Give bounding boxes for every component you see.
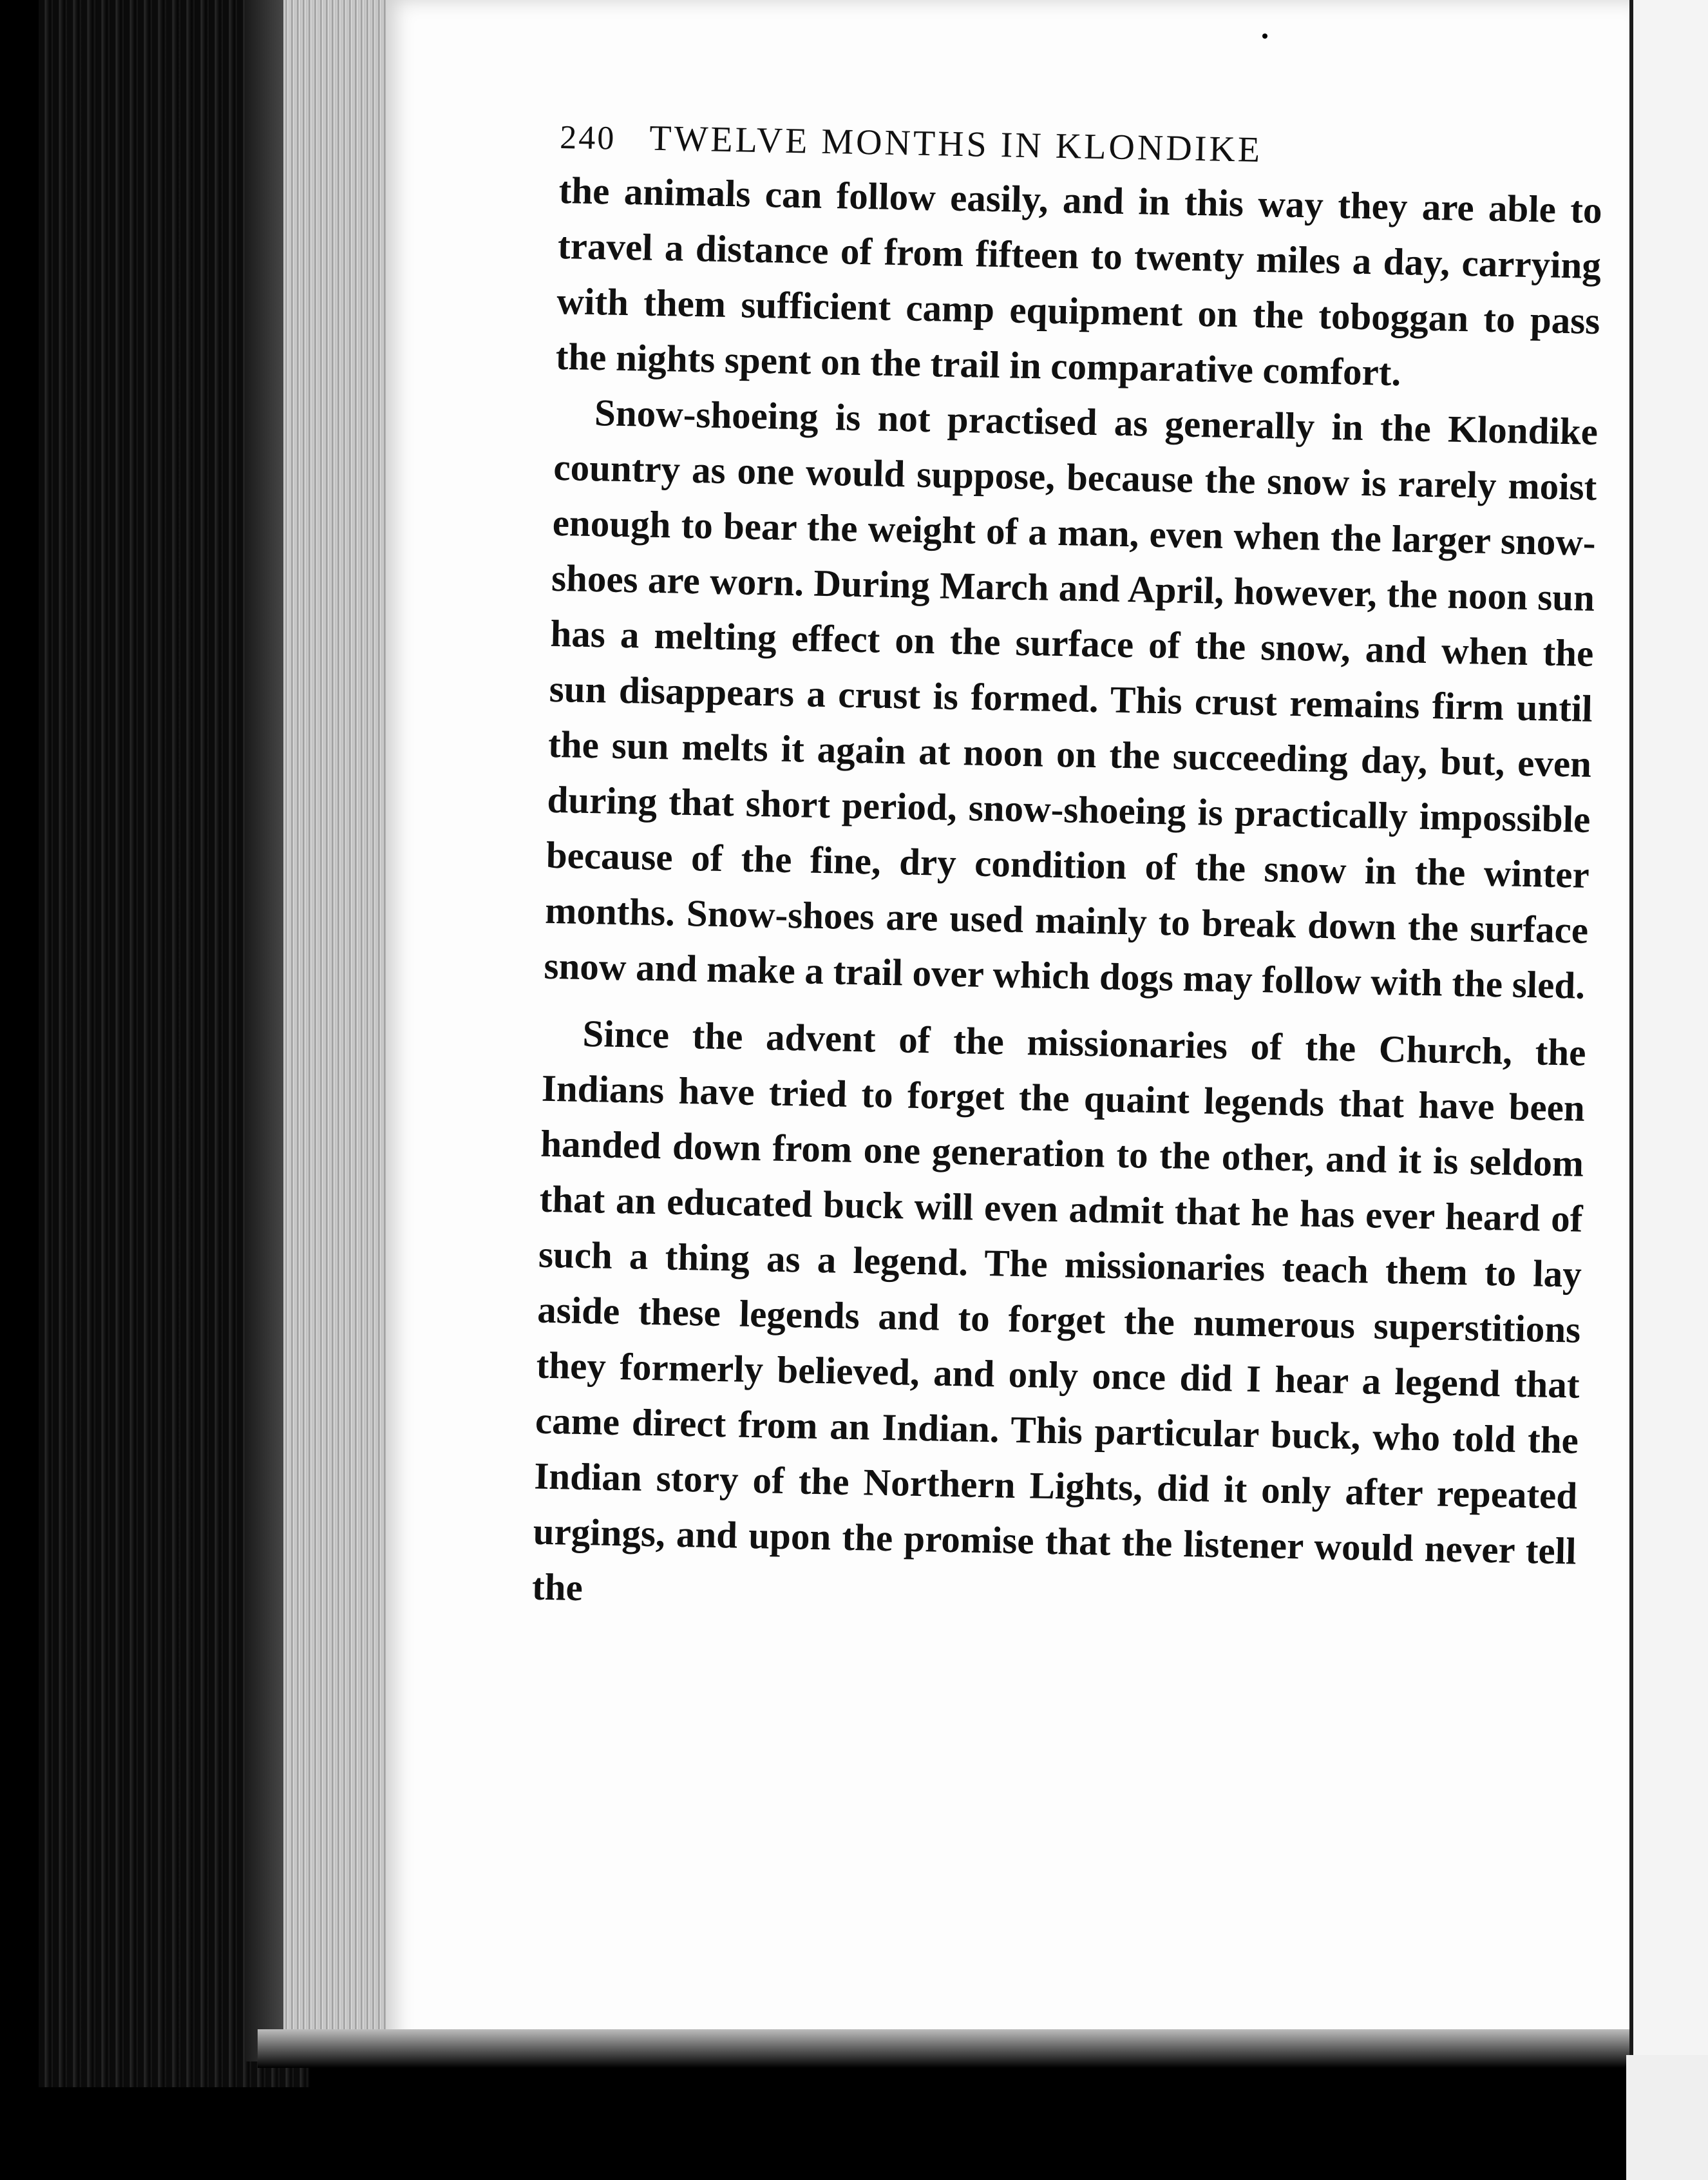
paragraph-2: Snow-shoeing is not practised as generally in the Klondike country as one would suppose, because the snow is rarely moist enough to bear the weight of a man, even when the larger snow-shoes are worn. During March and April, however, the noon sun has a melting effect on the surface of the snow, and when the sun disappears a crust is formed. This crust remains firm until the sun melts it again at noon on the succeeding day, but, even during that short period, snow-shoeing is practically impossible because of the fine, dry condition of the snow in the winter months. Snow-shoes are used mainly to break down the surface snow and make a trail over which dogs may follow with the sled. [544, 391, 1599, 1007]
facing-page-bottom [1626, 2055, 1708, 2180]
page-stack-lines [283, 0, 393, 2049]
page-text-block [531, 116, 1603, 1634]
page-bottom-shadow [258, 2029, 1636, 2068]
running-title: TWELVE MONTHS IN KLONDIKE [649, 118, 1263, 170]
paragraph-3: Since the advent of the missionaries of the Church, the Indians have tried to forget the quaint legends that have been handed down from one generation to the other, and it is seldom that an educated buck will even admit that he has ever heard of such a thing as a legend. The missionaries teach them to lay aside these legends and to forget the numerous superstitions they formerly believed, and only once did I hear a legend that came direct from an Indian. This particular buck, who told the Indian story of the Northern Lights, did it only after repeated urgings, and upon the promise that the listener would never tell the [531, 1011, 1587, 1609]
dust-speck [1262, 33, 1267, 39]
paragraph-1: the animals can follow easily, and in this way they are able to travel a distance of from fifteen to twenty miles a day, carrying with them sufficient camp equipment on the toboggan to pass the nights spent on the trail in comparative comfort. [555, 168, 1603, 394]
page-number: 240 [559, 119, 616, 157]
dust-speck [898, 2155, 904, 2160]
facing-page-edge [1629, 0, 1708, 2180]
dust-speck [496, 2126, 502, 2132]
